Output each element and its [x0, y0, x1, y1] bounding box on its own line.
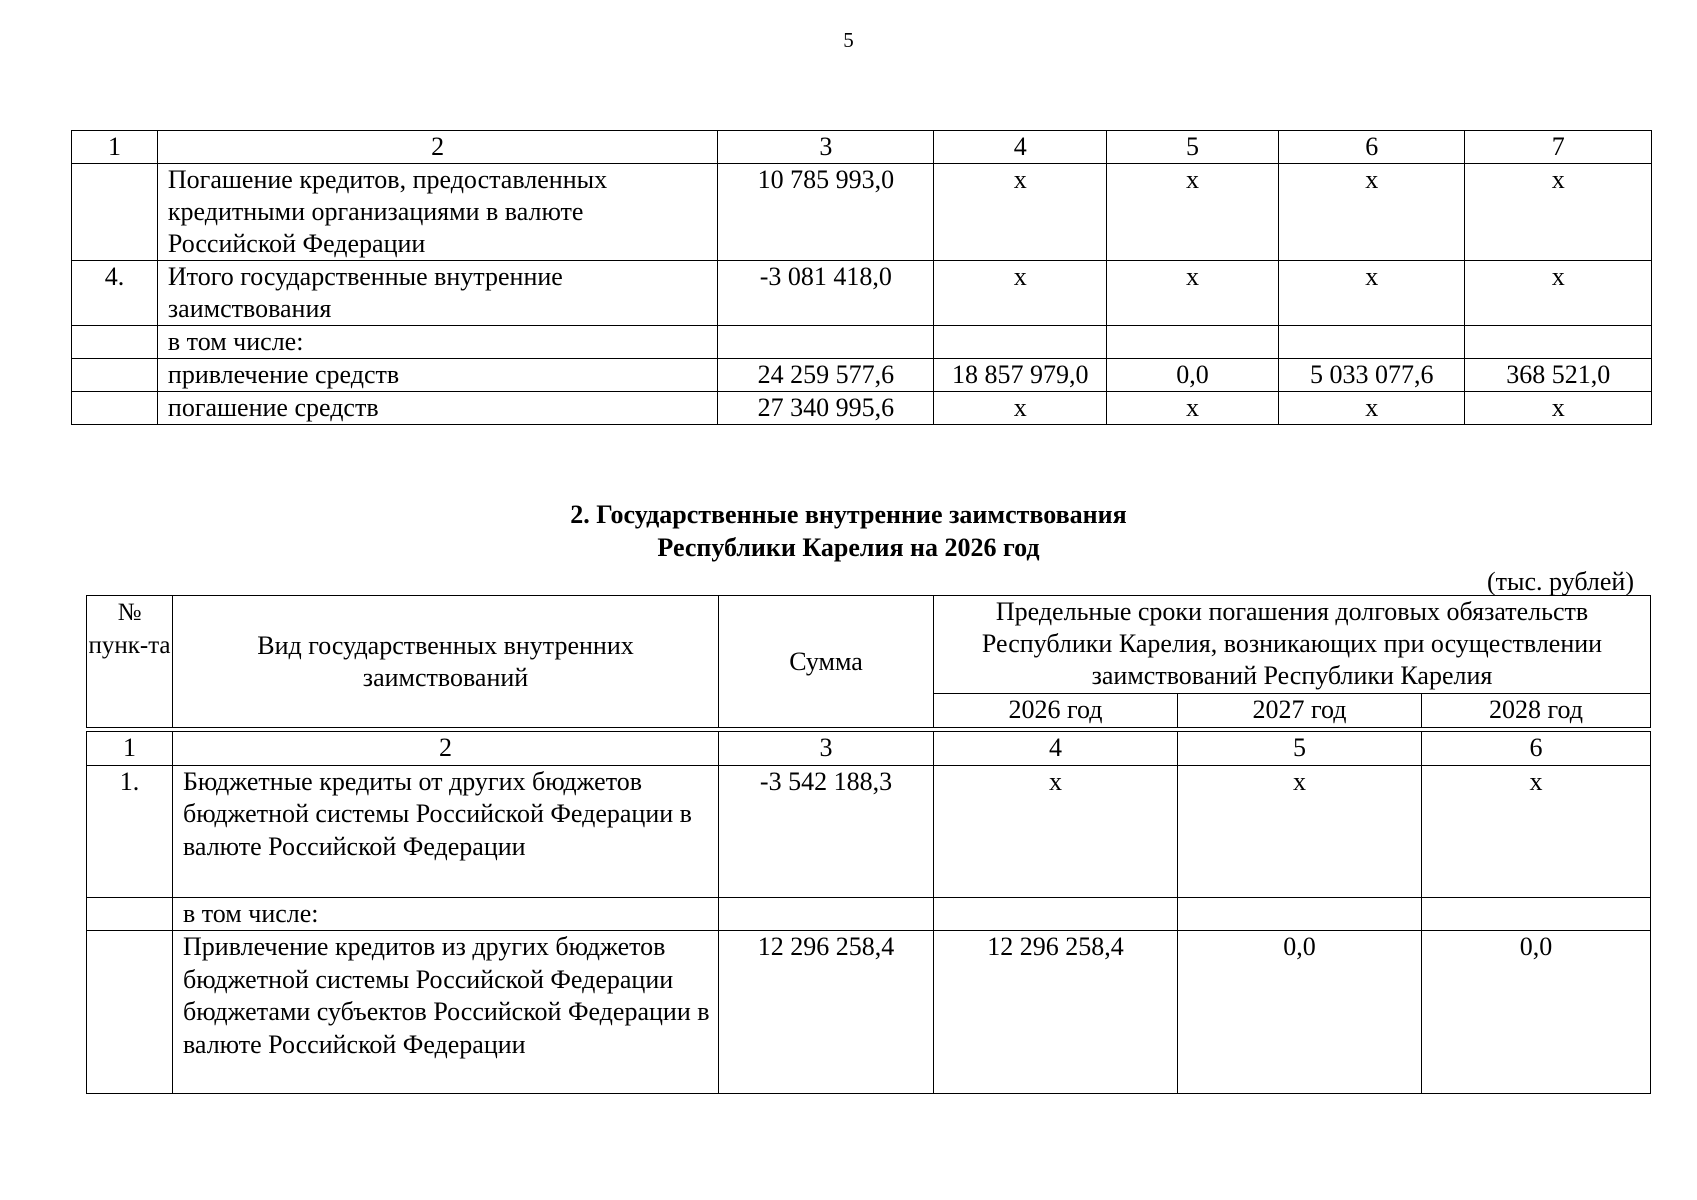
item-number-header: № пунк-та [87, 596, 173, 728]
value-cell: х [1465, 392, 1652, 425]
table-row [72, 359, 1652, 392]
table-row [72, 392, 1652, 425]
row-name: в том числе: [173, 897, 719, 931]
table-row [87, 931, 1651, 1094]
section-title-line: Республики Карелия на 2026 год [657, 533, 1040, 562]
column-number: 6 [1278, 131, 1464, 164]
column-number: 6 [1422, 732, 1651, 766]
value-cell [934, 897, 1178, 931]
value-cell [1422, 897, 1651, 931]
row-name: Бюджетные кредиты от других бюджетов бюджетной системы Российской Федерации в валюте Российской Федерации [173, 765, 719, 897]
section-title [0, 498, 1697, 564]
value-cell: х [934, 261, 1107, 326]
column-number-row [72, 131, 1652, 164]
year-header: 2026 год [934, 694, 1178, 728]
row-number [87, 931, 173, 1094]
row-number [72, 359, 158, 392]
value-cell [1278, 326, 1464, 359]
sum-cell: 12 296 258,4 [719, 931, 934, 1094]
value-cell: 5 033 077,6 [1278, 359, 1464, 392]
page-number: 5 [843, 28, 854, 52]
table-row [72, 326, 1652, 359]
value-cell: х [934, 392, 1107, 425]
column-number: 1 [72, 131, 158, 164]
value-cell: 12 296 258,4 [934, 931, 1178, 1094]
row-name: в том числе: [157, 326, 718, 359]
row-number: 1. [87, 765, 173, 897]
value-cell: х [1178, 765, 1422, 897]
sum-cell: -3 081 418,0 [718, 261, 934, 326]
table-row [87, 765, 1651, 897]
value-cell [1178, 897, 1422, 931]
value-cell: х [934, 765, 1178, 897]
column-number: 2 [157, 131, 718, 164]
row-name: Погашение кредитов, предоставленных кредитными организациями в валюте Российской Федерации [157, 164, 718, 261]
borrowings-table-continued [71, 130, 1652, 425]
column-number: 1 [87, 732, 173, 766]
row-number: 4. [72, 261, 158, 326]
table-row [87, 897, 1651, 931]
column-number: 2 [173, 732, 719, 766]
borrowing-type-header: Вид государственных внутренних заимствований [173, 596, 719, 728]
value-cell [1465, 326, 1652, 359]
sum-cell: 24 259 577,6 [718, 359, 934, 392]
value-cell: х [1107, 164, 1279, 261]
value-cell: х [1107, 261, 1279, 326]
sum-cell [718, 326, 934, 359]
row-number [72, 326, 158, 359]
value-cell: х [1278, 392, 1464, 425]
sum-cell: -3 542 188,3 [719, 765, 934, 897]
value-cell: х [1465, 261, 1652, 326]
year-header: 2028 год [1422, 694, 1651, 728]
value-cell: 0,0 [1178, 931, 1422, 1094]
row-number [72, 164, 158, 261]
value-cell: х [1278, 164, 1464, 261]
value-cell: 368 521,0 [1465, 359, 1652, 392]
section-title-line: 2. Государственные внутренние заимствования [570, 500, 1127, 529]
borrowings-2026-table [86, 731, 1651, 1094]
column-number: 3 [719, 732, 934, 766]
value-cell: х [934, 164, 1107, 261]
row-name: погашение средств [157, 392, 718, 425]
header-row [87, 596, 1651, 694]
row-number [72, 392, 158, 425]
column-number: 7 [1465, 131, 1652, 164]
value-cell [934, 326, 1107, 359]
table-row [72, 261, 1652, 326]
column-number: 5 [1107, 131, 1279, 164]
sum-cell: 10 785 993,0 [718, 164, 934, 261]
value-cell: х [1107, 392, 1279, 425]
value-cell: 18 857 979,0 [934, 359, 1107, 392]
value-cell [1107, 326, 1279, 359]
column-number-row [87, 732, 1651, 766]
value-cell: х [1465, 164, 1652, 261]
units-label: (тыс. рублей) [1486, 567, 1634, 596]
column-number: 4 [934, 131, 1107, 164]
table-row [72, 164, 1652, 261]
year-header: 2027 год [1178, 694, 1422, 728]
borrowings-2026-table-header [86, 595, 1651, 728]
column-number: 4 [934, 732, 1178, 766]
row-number [87, 897, 173, 931]
value-cell: 0,0 [1107, 359, 1279, 392]
row-name: Итого государственные внутренние заимствования [157, 261, 718, 326]
value-cell: х [1422, 765, 1651, 897]
sum-header: Сумма [719, 596, 934, 728]
sum-cell: 27 340 995,6 [718, 392, 934, 425]
column-number: 5 [1178, 732, 1422, 766]
row-name: привлечение средств [157, 359, 718, 392]
column-number: 3 [718, 131, 934, 164]
value-cell: х [1278, 261, 1464, 326]
sum-cell [719, 897, 934, 931]
row-name: Привлечение кредитов из других бюджетов бюджетной системы Российской Федерации бюджетами субъектов Российской Федерации в валюте Российской Федерации [173, 931, 719, 1094]
repayment-terms-header: Предельные сроки погашения долговых обязательств Республики Карелия, возникающих при осуществлении заимствований Республики Карелия [934, 596, 1651, 694]
value-cell: 0,0 [1422, 931, 1651, 1094]
